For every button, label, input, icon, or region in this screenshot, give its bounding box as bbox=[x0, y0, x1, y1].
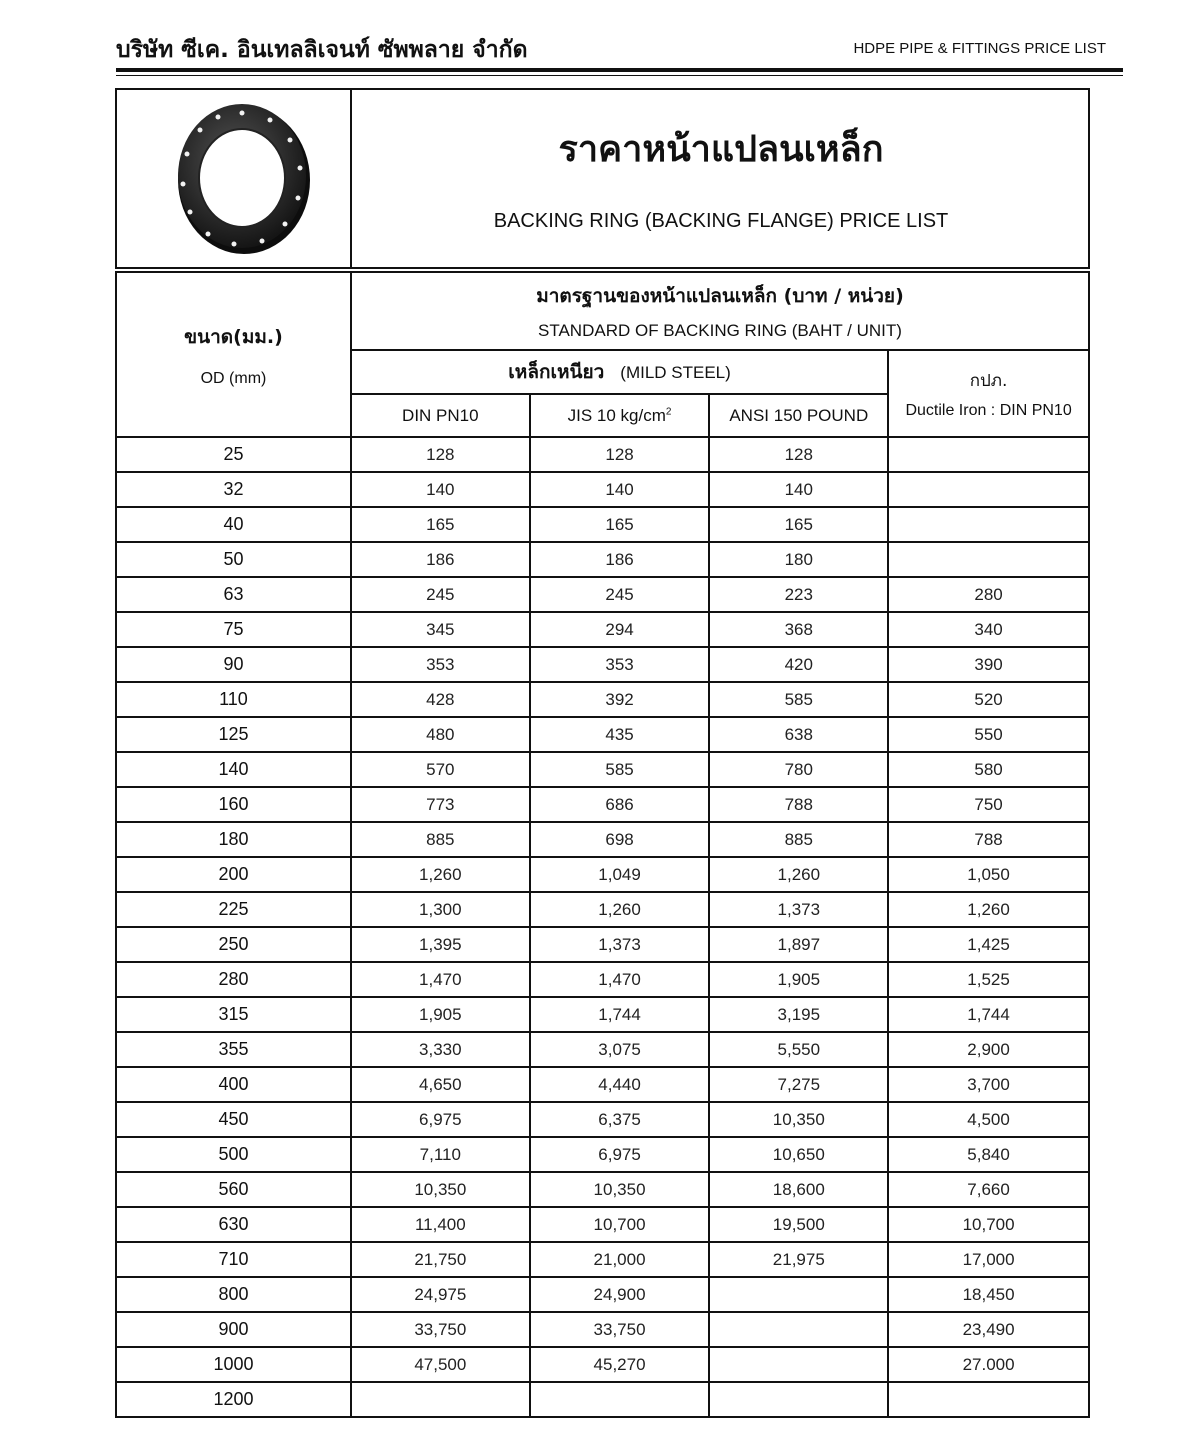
od-cell: 710 bbox=[116, 1242, 351, 1277]
table-row bbox=[116, 1067, 1089, 1102]
table-row bbox=[116, 682, 1089, 717]
table-row bbox=[116, 1382, 1089, 1417]
din-price-cell: 353 bbox=[351, 647, 530, 682]
ductile-iron-price-cell: 1,525 bbox=[888, 962, 1089, 997]
ansi-price-cell: 7,275 bbox=[709, 1067, 888, 1102]
din-price-cell: 3,330 bbox=[351, 1032, 530, 1067]
table-row bbox=[116, 787, 1089, 822]
jis-price-cell: 186 bbox=[530, 542, 710, 577]
ansi-price-cell: 165 bbox=[709, 507, 888, 542]
price-table-body bbox=[116, 437, 1089, 1417]
jis-price-cell: 140 bbox=[530, 472, 710, 507]
din-price-cell: 186 bbox=[351, 542, 530, 577]
table-row bbox=[116, 507, 1089, 542]
ansi-price-cell: 18,600 bbox=[709, 1172, 888, 1207]
ductile-iron-price-cell: 3,700 bbox=[888, 1067, 1089, 1102]
table-row bbox=[116, 892, 1089, 927]
od-cell: 75 bbox=[116, 612, 351, 647]
od-cell: 25 bbox=[116, 437, 351, 472]
table-row bbox=[116, 542, 1089, 577]
din-price-cell: 570 bbox=[351, 752, 530, 787]
price-table bbox=[115, 271, 1090, 1418]
din-price-cell: 4,650 bbox=[351, 1067, 530, 1102]
jis-price-cell bbox=[530, 1382, 710, 1417]
od-cell: 225 bbox=[116, 892, 351, 927]
ductile-iron-price-cell: 7,660 bbox=[888, 1172, 1089, 1207]
jis-superscript: 2 bbox=[665, 406, 672, 418]
ductile-iron-price-cell: 550 bbox=[888, 717, 1089, 752]
od-cell: 50 bbox=[116, 542, 351, 577]
od-cell: 125 bbox=[116, 717, 351, 752]
od-cell: 400 bbox=[116, 1067, 351, 1102]
ductile-iron-header bbox=[888, 350, 1089, 437]
ansi-price-cell bbox=[709, 1347, 888, 1382]
din-price-cell: 140 bbox=[351, 472, 530, 507]
table-row bbox=[116, 997, 1089, 1032]
ductile-iron-english: Ductile Iron : DIN PN10 bbox=[905, 402, 1072, 419]
od-cell: 450 bbox=[116, 1102, 351, 1137]
od-cell: 180 bbox=[116, 822, 351, 857]
table-row bbox=[116, 1102, 1089, 1137]
jis-price-cell: 686 bbox=[530, 787, 710, 822]
ductile-iron-price-cell: 788 bbox=[888, 822, 1089, 857]
od-cell: 140 bbox=[116, 752, 351, 787]
din-price-cell: 1,470 bbox=[351, 962, 530, 997]
ansi-price-cell: 638 bbox=[709, 717, 888, 752]
jis-price-cell: 24,900 bbox=[530, 1277, 710, 1312]
table-row bbox=[116, 752, 1089, 787]
table-row bbox=[116, 1312, 1089, 1347]
ductile-iron-price-cell: 580 bbox=[888, 752, 1089, 787]
jis-price-cell: 10,350 bbox=[530, 1172, 710, 1207]
backing-ring-icon bbox=[172, 98, 312, 256]
jis-header bbox=[530, 394, 710, 437]
title-box bbox=[115, 88, 1090, 269]
jis-price-cell: 4,440 bbox=[530, 1067, 710, 1102]
ansi-price-cell: 180 bbox=[709, 542, 888, 577]
ductile-iron-price-cell: 390 bbox=[888, 647, 1089, 682]
header-rule-thin bbox=[116, 75, 1123, 76]
od-cell: 200 bbox=[116, 857, 351, 892]
jis-price-cell: 1,260 bbox=[530, 892, 710, 927]
ductile-iron-price-cell: 23,490 bbox=[888, 1312, 1089, 1347]
od-header-thai: ขนาด(มม.) bbox=[184, 325, 283, 348]
ansi-price-cell bbox=[709, 1382, 888, 1417]
standard-header bbox=[351, 272, 1089, 350]
od-cell: 110 bbox=[116, 682, 351, 717]
table-row bbox=[116, 822, 1089, 857]
din-price-cell: 428 bbox=[351, 682, 530, 717]
price-list-title-english: BACKING RING (BACKING FLANGE) PRICE LIST bbox=[493, 210, 949, 232]
din-price-cell: 1,905 bbox=[351, 997, 530, 1032]
table-row bbox=[116, 1207, 1089, 1242]
ductile-iron-price-cell: 520 bbox=[888, 682, 1089, 717]
jis-price-cell: 1,744 bbox=[530, 997, 710, 1032]
ansi-price-cell: 788 bbox=[709, 787, 888, 822]
table-row bbox=[116, 962, 1089, 997]
od-header-english: OD (mm) bbox=[200, 369, 267, 387]
company-name: บริษัท ซีเค. อินเทลลิเจนท์ ซัพพลาย จำกัด bbox=[116, 37, 528, 63]
od-cell: 900 bbox=[116, 1312, 351, 1347]
ductile-iron-price-cell: 2,900 bbox=[888, 1032, 1089, 1067]
jis-price-cell: 435 bbox=[530, 717, 710, 752]
price-list-title-thai: ราคาหน้าแปลนเหล็ก bbox=[558, 129, 884, 170]
din-price-cell: 245 bbox=[351, 577, 530, 612]
table-row bbox=[116, 577, 1089, 612]
mild-steel-thai: เหล็กเหนียว bbox=[508, 361, 605, 383]
ansi-price-cell: 3,195 bbox=[709, 997, 888, 1032]
table-row bbox=[116, 1137, 1089, 1172]
din-price-cell: 885 bbox=[351, 822, 530, 857]
jis-price-cell: 21,000 bbox=[530, 1242, 710, 1277]
din-pn10-label: DIN PN10 bbox=[402, 405, 479, 425]
od-cell: 63 bbox=[116, 577, 351, 612]
od-cell: 355 bbox=[116, 1032, 351, 1067]
jis-price-cell: 1,049 bbox=[530, 857, 710, 892]
ansi-price-cell: 10,350 bbox=[709, 1102, 888, 1137]
ductile-iron-price-cell: 5,840 bbox=[888, 1137, 1089, 1172]
jis-price-cell: 245 bbox=[530, 577, 710, 612]
jis-price-cell: 353 bbox=[530, 647, 710, 682]
din-price-cell: 6,975 bbox=[351, 1102, 530, 1137]
od-cell: 560 bbox=[116, 1172, 351, 1207]
ansi-price-cell: 19,500 bbox=[709, 1207, 888, 1242]
ductile-iron-price-cell: 18,450 bbox=[888, 1277, 1089, 1312]
ansi-price-cell: 368 bbox=[709, 612, 888, 647]
jis-label: JIS 10 kg/cm bbox=[567, 405, 666, 425]
ansi-header bbox=[709, 394, 888, 437]
ductile-iron-price-cell bbox=[888, 1382, 1089, 1417]
standard-header-english: STANDARD OF BACKING RING (BAHT / UNIT) bbox=[538, 321, 902, 340]
din-price-cell: 7,110 bbox=[351, 1137, 530, 1172]
din-price-cell: 773 bbox=[351, 787, 530, 822]
ductile-iron-price-cell: 27.000 bbox=[888, 1347, 1089, 1382]
od-cell: 800 bbox=[116, 1277, 351, 1312]
din-price-cell: 11,400 bbox=[351, 1207, 530, 1242]
standard-header-thai: มาตรฐานของหน้าแปลนเหล็ก (บาท / หน่วย) bbox=[536, 285, 904, 307]
table-row bbox=[116, 857, 1089, 892]
din-price-cell: 128 bbox=[351, 437, 530, 472]
table-row bbox=[116, 927, 1089, 962]
din-price-cell: 10,350 bbox=[351, 1172, 530, 1207]
table-row bbox=[116, 717, 1089, 752]
table-row bbox=[116, 437, 1089, 472]
ansi-price-cell: 1,905 bbox=[709, 962, 888, 997]
od-cell: 315 bbox=[116, 997, 351, 1032]
ansi-price-cell: 128 bbox=[709, 437, 888, 472]
jis-price-cell: 1,470 bbox=[530, 962, 710, 997]
od-cell: 630 bbox=[116, 1207, 351, 1242]
jis-price-cell: 128 bbox=[530, 437, 710, 472]
jis-price-cell: 33,750 bbox=[530, 1312, 710, 1347]
image-cell bbox=[117, 90, 352, 267]
din-price-cell: 24,975 bbox=[351, 1277, 530, 1312]
od-cell: 32 bbox=[116, 472, 351, 507]
jis-price-cell: 585 bbox=[530, 752, 710, 787]
ansi-price-cell: 1,260 bbox=[709, 857, 888, 892]
od-cell: 280 bbox=[116, 962, 351, 997]
ansi-price-cell: 1,897 bbox=[709, 927, 888, 962]
ansi-price-cell: 140 bbox=[709, 472, 888, 507]
table-row bbox=[116, 647, 1089, 682]
od-cell: 250 bbox=[116, 927, 351, 962]
jis-price-cell: 6,975 bbox=[530, 1137, 710, 1172]
ductile-iron-price-cell: 1,744 bbox=[888, 997, 1089, 1032]
mild-steel-header bbox=[351, 350, 888, 394]
ductile-iron-price-cell: 280 bbox=[888, 577, 1089, 612]
jis-price-cell: 6,375 bbox=[530, 1102, 710, 1137]
din-price-cell: 165 bbox=[351, 507, 530, 542]
od-cell: 1200 bbox=[116, 1382, 351, 1417]
din-price-cell: 1,300 bbox=[351, 892, 530, 927]
din-price-cell: 1,395 bbox=[351, 927, 530, 962]
od-cell: 160 bbox=[116, 787, 351, 822]
ductile-iron-price-cell: 1,260 bbox=[888, 892, 1089, 927]
ansi-label: ANSI 150 POUND bbox=[729, 405, 869, 425]
ductile-iron-price-cell: 17,000 bbox=[888, 1242, 1089, 1277]
document-title: HDPE PIPE & FITTINGS PRICE LIST bbox=[853, 40, 1106, 57]
din-price-cell: 33,750 bbox=[351, 1312, 530, 1347]
ansi-price-cell: 223 bbox=[709, 577, 888, 612]
od-cell: 1000 bbox=[116, 1347, 351, 1382]
din-price-cell: 21,750 bbox=[351, 1242, 530, 1277]
din-price-cell: 345 bbox=[351, 612, 530, 647]
ansi-price-cell: 5,550 bbox=[709, 1032, 888, 1067]
ductile-iron-price-cell bbox=[888, 542, 1089, 577]
ductile-iron-price-cell bbox=[888, 507, 1089, 542]
ansi-price-cell: 585 bbox=[709, 682, 888, 717]
ansi-price-cell: 1,373 bbox=[709, 892, 888, 927]
od-header bbox=[116, 272, 351, 437]
ductile-iron-price-cell: 340 bbox=[888, 612, 1089, 647]
ductile-iron-price-cell: 1,050 bbox=[888, 857, 1089, 892]
table-row bbox=[116, 1172, 1089, 1207]
table-row bbox=[116, 472, 1089, 507]
jis-price-cell: 45,270 bbox=[530, 1347, 710, 1382]
od-cell: 500 bbox=[116, 1137, 351, 1172]
ansi-price-cell: 780 bbox=[709, 752, 888, 787]
ansi-price-cell: 10,650 bbox=[709, 1137, 888, 1172]
ansi-price-cell: 885 bbox=[709, 822, 888, 857]
din-price-cell: 480 bbox=[351, 717, 530, 752]
table-row bbox=[116, 1277, 1089, 1312]
ductile-iron-thai: กปภ. bbox=[969, 371, 1008, 391]
table-row bbox=[116, 1347, 1089, 1382]
table-row bbox=[116, 1032, 1089, 1067]
od-cell: 40 bbox=[116, 507, 351, 542]
ductile-iron-price-cell: 1,425 bbox=[888, 927, 1089, 962]
ansi-price-cell: 21,975 bbox=[709, 1242, 888, 1277]
jis-price-cell: 10,700 bbox=[530, 1207, 710, 1242]
ductile-iron-price-cell bbox=[888, 437, 1089, 472]
ansi-price-cell: 420 bbox=[709, 647, 888, 682]
din-price-cell bbox=[351, 1382, 530, 1417]
mild-steel-english: (MILD STEEL) bbox=[620, 363, 731, 382]
din-price-cell: 47,500 bbox=[351, 1347, 530, 1382]
header-rule-thick bbox=[116, 68, 1123, 72]
jis-price-cell: 3,075 bbox=[530, 1032, 710, 1067]
jis-price-cell: 294 bbox=[530, 612, 710, 647]
ansi-price-cell bbox=[709, 1277, 888, 1312]
jis-price-cell: 1,373 bbox=[530, 927, 710, 962]
ductile-iron-price-cell bbox=[888, 472, 1089, 507]
din-price-cell: 1,260 bbox=[351, 857, 530, 892]
ductile-iron-price-cell: 750 bbox=[888, 787, 1089, 822]
ductile-iron-price-cell: 4,500 bbox=[888, 1102, 1089, 1137]
din-pn10-header bbox=[351, 394, 530, 437]
jis-price-cell: 698 bbox=[530, 822, 710, 857]
table-row bbox=[116, 612, 1089, 647]
ductile-iron-price-cell: 10,700 bbox=[888, 1207, 1089, 1242]
od-cell: 90 bbox=[116, 647, 351, 682]
jis-price-cell: 165 bbox=[530, 507, 710, 542]
jis-price-cell: 392 bbox=[530, 682, 710, 717]
table-row bbox=[116, 1242, 1089, 1277]
ansi-price-cell bbox=[709, 1312, 888, 1347]
